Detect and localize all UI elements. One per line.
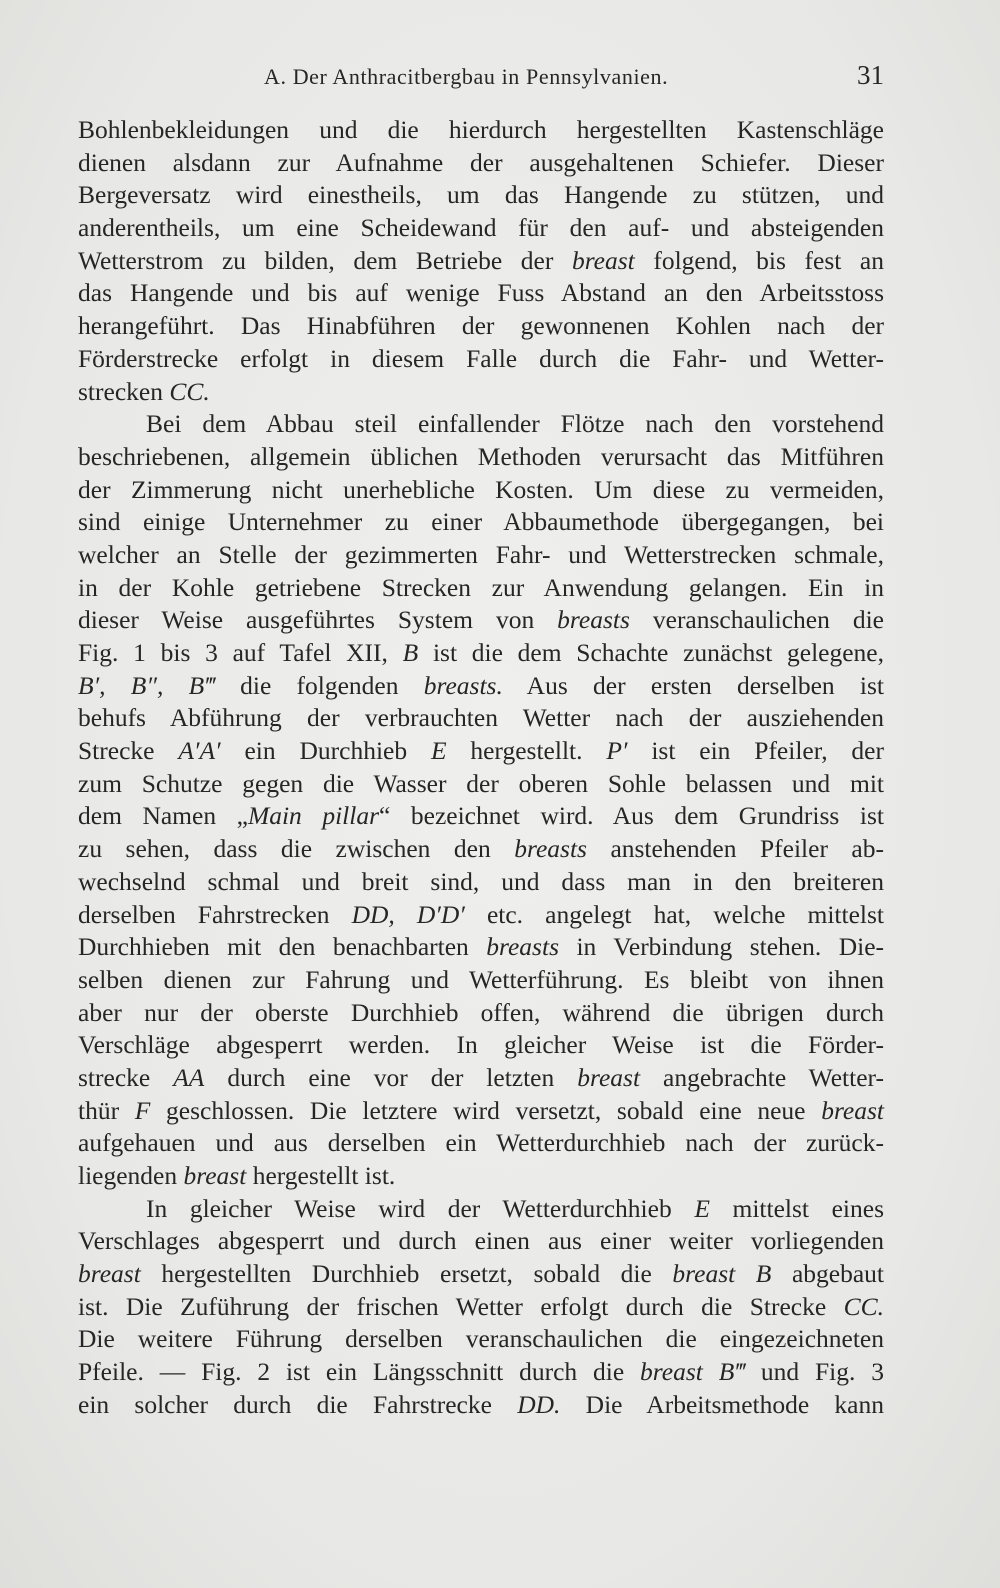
italic-term: breast B	[672, 1259, 772, 1289]
text-line	[78, 637, 884, 670]
italic-term: breast B‴	[640, 1357, 745, 1387]
italic-term: CC.	[843, 1291, 884, 1321]
text-line	[78, 179, 884, 212]
text-segment: ist. Die Zuführung der frischen Wetter erfolgt durch die Strecke	[78, 1291, 844, 1321]
text-line	[78, 1127, 884, 1160]
text-segment: Pfeile. — Fig. 2 ist ein Längsschnitt durch die	[78, 1357, 641, 1387]
text-line	[78, 1160, 884, 1193]
text-line	[78, 1389, 884, 1422]
text-line	[78, 702, 884, 735]
text-segment: dieser Weise ausgeführtes System von	[78, 605, 558, 635]
text-segment: Die Arbeitsmethode kann	[560, 1389, 884, 1419]
text-segment: hergestellten Durchhieb ersetzt, sobald die	[140, 1259, 673, 1289]
text-line	[78, 670, 884, 703]
text-line	[78, 1291, 884, 1324]
text-segment: In gleicher Weise wird der Wetterdurchhieb	[146, 1193, 695, 1223]
italic-term: breast	[821, 1095, 884, 1125]
text-segment: Strecke	[78, 736, 179, 766]
text-line	[78, 441, 884, 474]
text-line	[78, 1258, 884, 1291]
text-segment: Wetterstrom zu bilden, dem Betriebe der	[78, 245, 572, 275]
text-segment: anstehenden Pfeiler ab-	[586, 834, 884, 864]
page-header	[78, 60, 884, 100]
text-line	[78, 964, 884, 997]
text-line	[78, 931, 884, 964]
text-line	[78, 114, 884, 147]
italic-term: E	[694, 1193, 710, 1223]
italic-term: P′	[606, 736, 628, 766]
text-segment: welcher an Stelle der gezimmerten Fahr- und Wetterstrecken schmale,	[78, 539, 884, 569]
text-line	[78, 310, 884, 343]
italic-term: B	[402, 638, 419, 667]
text-segment: behufs Abführung der verbrauchten Wetter nach der ausziehenden	[78, 703, 884, 733]
text-line	[78, 212, 884, 245]
text-segment: dienen alsdann zur Aufnahme der ausgehaltenen Schiefer. Dieser	[78, 147, 884, 177]
text-segment: das Hangende und bis auf wenige Fuss Abstand an den Arbeitsstoss	[78, 278, 884, 308]
text-line	[78, 833, 884, 866]
text-segment: Fig. 1 bis 3 auf Tafel XII,	[78, 638, 403, 667]
text-segment: ist ein Pfeiler, der	[627, 736, 884, 766]
italic-term: CC.	[169, 376, 210, 406]
text-segment: ist die dem Schachte zunächst gelegene,	[418, 638, 885, 667]
italic-term: A′A′	[178, 736, 221, 766]
text-segment: Förderstrecke erfolgt in diesem Falle durch die Fahr- und Wetter-	[78, 343, 884, 373]
text-segment: in der Kohle getriebene Strecken zur Anwendung gelangen. Ein in	[78, 572, 884, 602]
text-segment: durch eine vor der letzten	[204, 1062, 578, 1092]
text-line	[78, 800, 884, 833]
text-segment: herangeführt. Das Hinabführen der gewonnenen Kohlen nach der	[78, 311, 884, 341]
italic-term: Main pillar	[247, 801, 380, 831]
text-line	[78, 1356, 884, 1389]
text-line	[78, 1193, 884, 1226]
text-segment: “ bezeichnet wird. Aus dem Grundriss ist	[379, 801, 884, 831]
text-segment: veranschaulichen die	[629, 605, 884, 635]
page-number: 31	[857, 60, 884, 90]
italic-term: breast	[571, 245, 635, 275]
text-segment: liegenden	[78, 1161, 184, 1190]
italic-term: B′, B″, B‴	[78, 670, 215, 700]
text-segment: geschlossen. Die letztere wird versetzt, sobald eine neue	[150, 1095, 822, 1125]
text-line	[78, 408, 884, 441]
text-segment: Verschläge abgesperrt werden. In gleicher Weise ist die Förder-	[78, 1030, 884, 1060]
text-line	[78, 866, 884, 899]
text-line	[78, 245, 884, 278]
italic-term: breast	[577, 1062, 641, 1092]
text-segment: sind einige Unternehmer zu einer Abbaumethode übergegangen, bei	[78, 507, 884, 537]
text-line	[78, 1323, 884, 1356]
text-segment: hergestellt.	[446, 736, 607, 766]
text-line	[78, 539, 884, 572]
text-segment: beschriebenen, allgemein üblichen Methoden verursacht das Mitführen	[78, 441, 884, 471]
text-line	[78, 506, 884, 539]
text-segment: mittelst eines	[709, 1193, 884, 1223]
text-line	[78, 1029, 884, 1062]
text-segment: zum Schutze gegen die Wasser der oberen Sohle belassen und mit	[78, 768, 884, 798]
text-segment: thür	[78, 1095, 135, 1125]
italic-term: DD.	[517, 1389, 561, 1419]
text-line	[78, 735, 884, 768]
text-line	[78, 899, 884, 932]
italic-term: F	[134, 1095, 151, 1125]
text-segment: ein Durchhieb	[220, 736, 431, 766]
text-segment: in Verbindung stehen. Die-	[559, 932, 885, 962]
body-text	[78, 114, 884, 1422]
text-segment: aufgehauen und aus derselben ein Wetterdurchhieb nach der zurück-	[78, 1128, 884, 1158]
italic-term: breast	[183, 1161, 247, 1190]
text-segment: wechselnd schmal und breit sind, und dass man in den breiteren	[78, 866, 884, 896]
italic-term: breasts	[514, 834, 587, 864]
text-line	[78, 1225, 884, 1258]
text-segment: zu sehen, dass die zwischen den	[78, 834, 515, 864]
text-line	[78, 997, 884, 1030]
text-segment: folgend, bis fest an	[634, 245, 884, 275]
text-segment: die folgenden	[214, 670, 424, 700]
text-segment: strecken	[78, 376, 170, 406]
italic-term: E	[430, 736, 447, 766]
text-segment: Bohlenbekleidungen und die hierdurch hergestellten Kastenschläge	[78, 115, 884, 144]
text-segment: anderentheils, um eine Scheidewand für den auf- und absteigenden	[78, 213, 884, 243]
text-line	[78, 343, 884, 376]
text-segment: dem Namen „	[78, 801, 248, 831]
text-line	[78, 604, 884, 637]
text-segment: etc. angelegt hat, welche mittelst	[464, 899, 884, 929]
text-line	[78, 474, 884, 507]
text-segment: Verschlages abgesperrt und durch einen aus einer weiter vorliegenden	[78, 1226, 884, 1256]
italic-term: AA	[173, 1062, 205, 1092]
text-segment: der Zimmerung nicht unerhebliche Kosten. Um diese zu vermeiden,	[78, 474, 884, 504]
italic-term: breasts.	[423, 670, 503, 700]
text-line	[78, 572, 884, 605]
text-segment: hergestellt ist.	[246, 1161, 396, 1190]
text-line	[78, 376, 884, 409]
text-line	[78, 277, 884, 310]
text-segment: Bei dem Abbau steil einfallender Flötze nach den vorstehend	[146, 409, 884, 439]
running-title: A. Der Anthracitbergbau in Pennsylvanien.	[264, 64, 669, 89]
text-segment: und Fig. 3	[745, 1357, 884, 1387]
italic-term: breasts	[486, 932, 559, 962]
text-segment: derselben Fahrstrecken	[78, 899, 352, 929]
text-segment: aber nur der oberste Durchhieb offen, während die übrigen durch	[78, 997, 884, 1027]
italic-term: breast	[78, 1259, 141, 1289]
text-segment: Bergeversatz wird einestheils, um das Hangende zu stützen, und	[78, 180, 884, 210]
italic-term: DD, D′D′	[351, 899, 465, 929]
text-segment: Aus der ersten derselben ist	[502, 670, 884, 700]
text-line	[78, 147, 884, 180]
text-line	[78, 1062, 884, 1095]
text-line	[78, 768, 884, 801]
text-line	[78, 1095, 884, 1128]
text-segment: Die weitere Führung derselben veranschaulichen die eingezeichneten	[78, 1324, 884, 1354]
text-segment: selben dienen zur Fahrung und Wetterführung. Es bleibt von ihnen	[78, 964, 884, 994]
text-segment: strecke	[78, 1062, 174, 1092]
text-segment: Durchhieben mit den benachbarten	[78, 932, 487, 962]
italic-term: breasts	[557, 605, 630, 635]
text-segment: angebrachte Wetter-	[640, 1062, 884, 1092]
text-segment: abgebaut	[771, 1259, 884, 1289]
text-segment: ein solcher durch die Fahrstrecke	[78, 1389, 518, 1419]
